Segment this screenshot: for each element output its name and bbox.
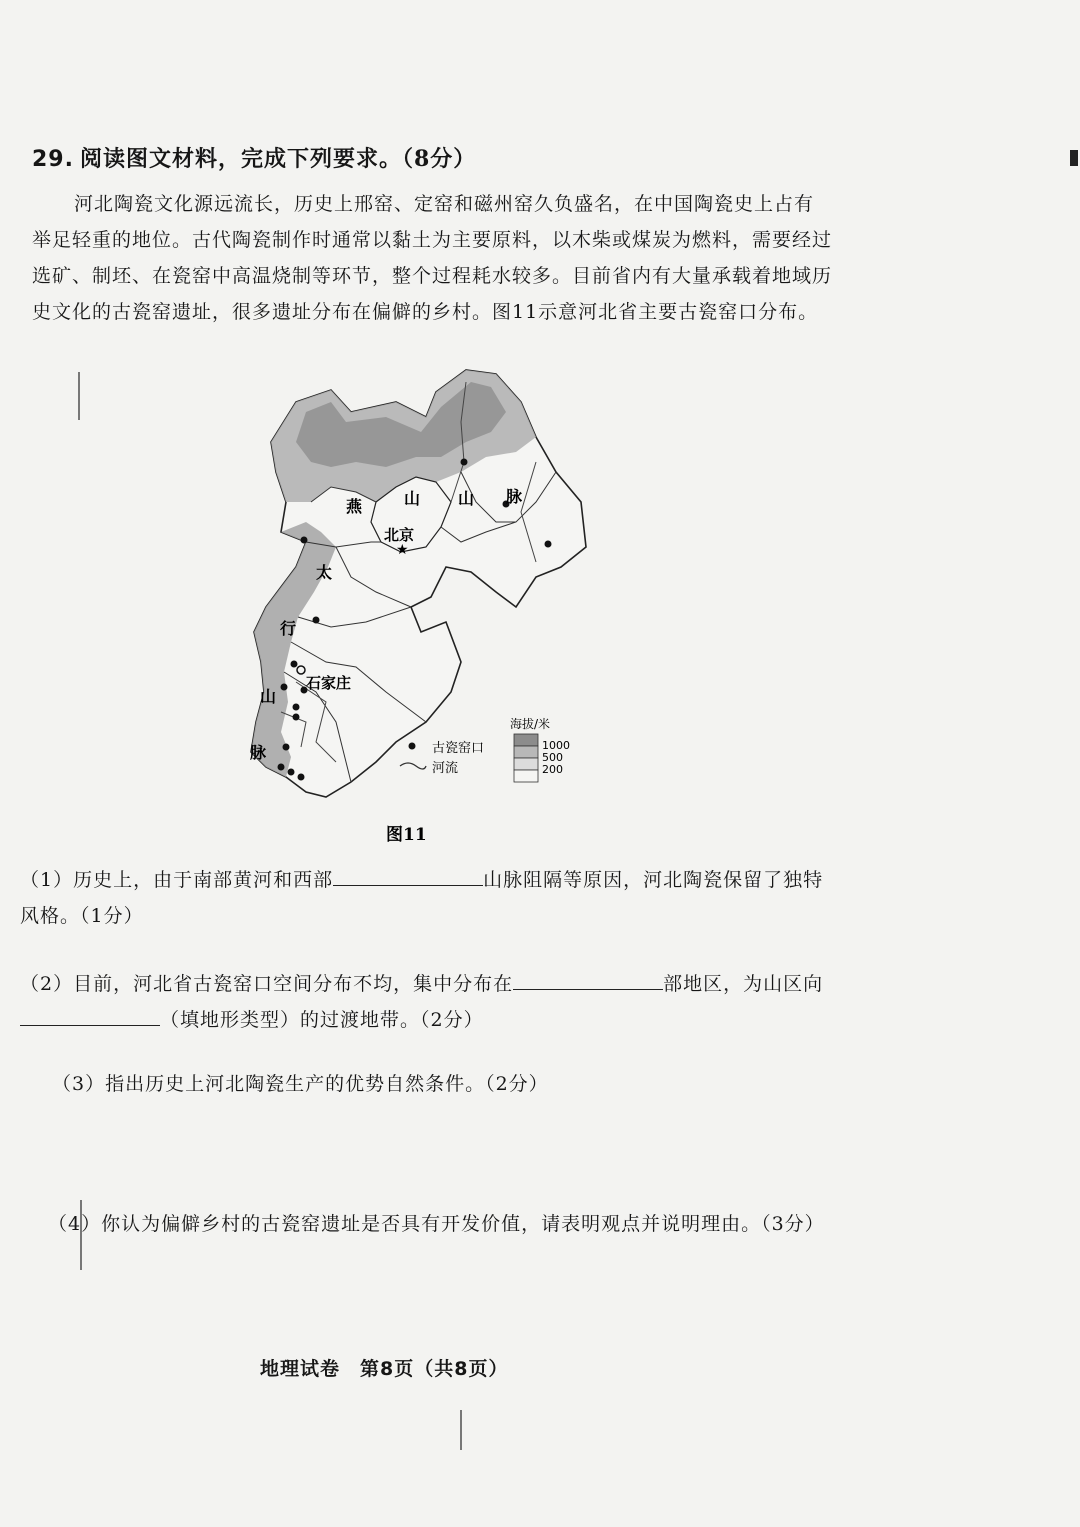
legend-swatch-high bbox=[514, 734, 538, 746]
legend-kiln-label: 古瓷窑口 bbox=[432, 741, 485, 756]
legend-level-1000: 1000 bbox=[542, 739, 570, 752]
legend-level-200: 200 bbox=[542, 763, 563, 776]
legend-swatch-plain bbox=[514, 770, 538, 782]
scan-mark bbox=[1070, 150, 1078, 166]
sub-question-2 bbox=[20, 966, 830, 1038]
legend-river-icon bbox=[400, 763, 426, 769]
label-hang: 行 bbox=[280, 619, 297, 638]
q1-text-after: 山脉阻隔等原因，河北陶瓷保留了独特风格。（1分） bbox=[20, 869, 824, 927]
map-legend bbox=[400, 716, 570, 782]
label-mai-2: 脉 bbox=[250, 743, 267, 762]
kiln-dot bbox=[461, 459, 468, 466]
map-svg bbox=[236, 362, 616, 862]
label-beijing: 北京 bbox=[384, 526, 415, 544]
kiln-dot bbox=[313, 617, 320, 624]
q1-text-before: （1）历史上，由于南部黄河和西部 bbox=[20, 869, 334, 891]
kiln-dot bbox=[293, 714, 300, 721]
q2-answer-blank-1[interactable] bbox=[513, 969, 663, 990]
sub-question-4: （4）你认为偏僻乡村的古瓷窑遗址是否具有开发价值，请表明观点并说明理由。（3分） bbox=[48, 1213, 825, 1235]
question-number: 29. bbox=[32, 147, 74, 172]
kiln-dot bbox=[283, 744, 290, 751]
kiln-dot bbox=[293, 704, 300, 711]
page-footer: 地理试卷 第8页（共8页） bbox=[260, 1358, 509, 1380]
label-shan-2: 山 bbox=[458, 489, 475, 508]
hebei-kiln-map bbox=[236, 362, 616, 862]
kiln-dot bbox=[301, 537, 308, 544]
material-text: 河北陶瓷文化源远流长，历史上邢窑、定窑和磁州窑久负盛名，在中国陶瓷史上占有举足轻重的地位。古代陶瓷制作时通常以黏土为主要原料，以木柴或煤炭为燃料，需要经过选矿、制坯、在瓷窑中高温烧制等环节，整个过程耗水较多。目前省内有大量承载着地域历史文化的古瓷窑遗址，很多遗址分布在偏僻的乡村。图11示意河北省主要古瓷窑口分布。 bbox=[32, 193, 833, 323]
sub-question-3: （3）指出历史上河北陶瓷生产的优势自然条件。（2分） bbox=[52, 1073, 549, 1095]
kiln-dot bbox=[545, 541, 552, 548]
legend-kiln-dot-icon bbox=[409, 743, 416, 750]
legend-swatch-mid bbox=[514, 746, 538, 758]
label-shan-3: 山 bbox=[260, 687, 277, 706]
label-mai-1: 脉 bbox=[506, 487, 523, 506]
label-shan-1: 山 bbox=[404, 489, 421, 508]
legend-level-500: 500 bbox=[542, 751, 563, 764]
question-heading: 阅读图文材料，完成下列要求。（8分） bbox=[79, 146, 477, 172]
kiln-dot bbox=[291, 661, 298, 668]
kiln-dot bbox=[278, 764, 285, 771]
label-yan: 燕 bbox=[346, 497, 363, 516]
question-title bbox=[32, 142, 476, 173]
label-tai: 太 bbox=[316, 563, 333, 582]
q2-text-before: （2）目前，河北省古瓷窑口空间分布不均，集中分布在 bbox=[20, 973, 514, 995]
q2-text-after: （填地形类型）的过渡地带。（2分） bbox=[160, 1009, 484, 1031]
scan-mark bbox=[460, 1410, 462, 1450]
kiln-dot bbox=[281, 684, 288, 691]
q2-answer-blank-2[interactable] bbox=[20, 1005, 160, 1026]
legend-river-label: 河流 bbox=[432, 761, 459, 776]
label-shijiazhuang: 石家庄 bbox=[306, 674, 352, 692]
map-caption: 图11 bbox=[386, 825, 427, 845]
q2-text-middle: 部地区，为山区向 bbox=[663, 973, 824, 995]
kiln-dot bbox=[298, 774, 305, 781]
legend-elevation-title: 海拔/米 bbox=[510, 717, 551, 731]
q1-answer-blank[interactable] bbox=[333, 865, 483, 886]
legend-swatch-low bbox=[514, 758, 538, 770]
kiln-dot bbox=[288, 769, 295, 776]
scan-mark bbox=[78, 372, 80, 420]
beijing-star-icon: ★ bbox=[396, 542, 409, 558]
sub-question-1 bbox=[20, 862, 830, 934]
